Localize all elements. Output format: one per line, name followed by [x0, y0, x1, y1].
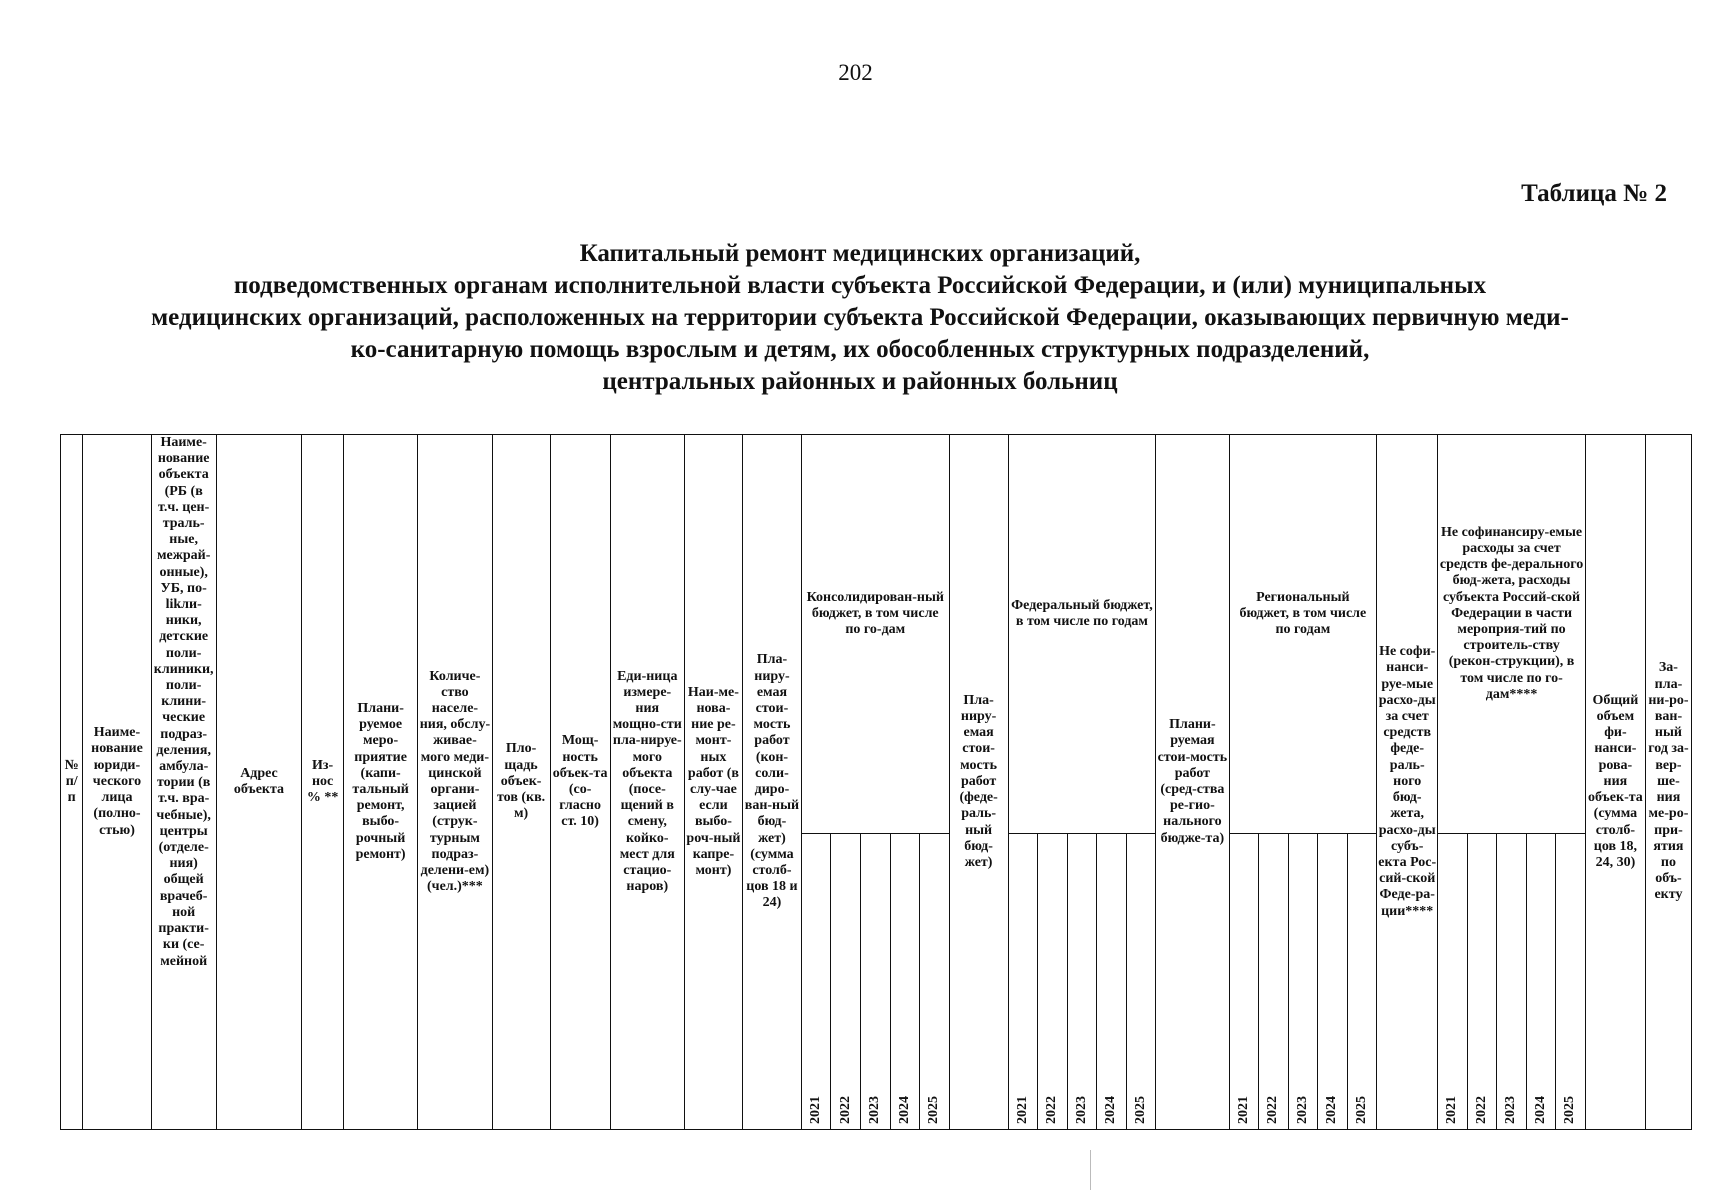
year-cell: [1126, 833, 1156, 1129]
financing-table: [60, 434, 1692, 1130]
year-cell: [1438, 833, 1468, 1129]
year-label: 2021: [1014, 1095, 1030, 1124]
header-completion-year: За-пла-ни-ро-ван-ный год за-вер-ше-ния ме-ро-при-ятия по объ-екту: [1645, 435, 1691, 1130]
year-label: 2022: [1265, 1095, 1281, 1124]
year-cell: [1318, 833, 1348, 1129]
year-label: 2022: [837, 1095, 853, 1124]
year-cell: [1347, 833, 1377, 1129]
year-label: 2021: [1235, 1095, 1251, 1124]
header-wear: Из-нос % **: [302, 435, 344, 1130]
year-cell: [1467, 833, 1497, 1129]
header-population: Количе-ство населе-ния, обслу-живае-мого меди-цинской органи-зацией (струк-турным подраз-делени-ем) (чел.)***: [418, 435, 492, 1130]
year-label: 2024: [1103, 1095, 1119, 1124]
header-non-cofinanced: Не софи-нанси-руе-мые расхо-ды за счет средств феде-раль-ного бюд-жета, расхо-ды субъ-екта Рос-сий-ской Феде-ра-ции****: [1377, 435, 1438, 1130]
year-cell: [920, 833, 950, 1129]
year-cell: [1288, 833, 1318, 1129]
year-cell: [831, 833, 861, 1129]
year-label: 2024: [896, 1095, 912, 1124]
year-cell: [1097, 833, 1127, 1129]
page-number: 202: [838, 60, 873, 85]
header-capacity-unit: Еди-ница измере-ния мощно-сти пла-нируе-мого объекта (посе-щений в смену, койко-мест для стацио-наров): [610, 435, 684, 1130]
year-label: 2025: [1132, 1095, 1148, 1124]
year-cell: [1038, 833, 1068, 1129]
year-label: 2025: [1353, 1095, 1369, 1124]
year-label: 2023: [867, 1095, 883, 1124]
year-cell: [1229, 833, 1259, 1129]
header-federal-group: Федеральный бюджет, в том числе по годам: [1008, 435, 1156, 834]
year-cell: [801, 833, 831, 1129]
year-cell: [861, 833, 891, 1129]
title-line: ко-санитарную помощь взрослым и детям, их обособленных структурных подразделений,: [350, 336, 1370, 363]
year-label: 2021: [1444, 1095, 1460, 1124]
header-num: № п/п: [61, 435, 83, 1130]
header-capacity: Мощ-ность объек-та (со-гласно ст. 10): [550, 435, 610, 1130]
header-planned-cost-regional: Плани-руемая стои-мость работ (сред-ства ре-гио-нального бюдже-та): [1156, 435, 1229, 1130]
header-work-name: Наи-ме-нова-ние ре-монт-ных работ (в слу-чае если выбо-роч-ный капре-монт): [684, 435, 742, 1130]
year-label: 2022: [1473, 1095, 1489, 1124]
year-label: 2025: [1562, 1095, 1578, 1124]
scan-artifact-line: [1090, 1150, 1091, 1190]
header-object-name: Наиме-нование объекта (РБ (в т.ч. цен-траль-ные, межрай-онные), УБ, по-likли-ники, детские поли-клиники, поли-клини-ческие подраз-деления, амбула-тории (в т.ч. вра-чебные), центры (отделе-ния) общей врачеб-ной практи-ки (се-мейной: [151, 435, 216, 1130]
year-label: 2022: [1044, 1095, 1060, 1124]
title-line: Капитальный ремонт медицинских организаций,: [579, 240, 1141, 267]
title-line: медицинских организаций, расположенных на территории субъекта Российской Федерации, оказывающих первичную меди-: [151, 304, 1569, 331]
year-cell: [1497, 833, 1527, 1129]
year-label: 2023: [1294, 1095, 1310, 1124]
year-label: 2024: [1532, 1095, 1548, 1124]
year-cell: [1067, 833, 1097, 1129]
title-line: центральных районных и районных больниц: [602, 368, 1118, 395]
year-cell: [1526, 833, 1556, 1129]
year-label: 2024: [1324, 1095, 1340, 1124]
table-label: Таблица № 2: [1521, 180, 1667, 207]
header-non-cofinanced-group: Не софинансиру-емые расходы за счет средств фе-дерального бюд-жета, расходы субъекта Россий-ской Федерации в части мероприя-тий по строитель-ству (рекон-струкции), в том числе по го-дам****: [1438, 435, 1586, 834]
year-label: 2023: [1073, 1095, 1089, 1124]
header-consolidated-group: Консолидирован-ный бюджет, в том числе по го-дам: [801, 435, 949, 834]
year-label: 2023: [1503, 1095, 1519, 1124]
title-line: подведомственных органам исполнительной власти субъекта Российской Федерации, и (или) муниципальных: [233, 272, 1487, 299]
year-cell: [890, 833, 920, 1129]
header-planned-cost-federal: Пла-ниру-емая стои-мость работ (феде-раль-ный бюд-жет): [949, 435, 1008, 1130]
document-title: [60, 238, 1660, 398]
header-total-financing: Общий объем фи-нанси-рова-ния объек-та (сумма столб-цов 18, 24, 30): [1585, 435, 1645, 1130]
year-cell: [1556, 833, 1586, 1129]
header-area: Пло-щадь объек-тов (кв. м): [492, 435, 550, 1130]
header-planned-event: Плани-руемое меро-приятие (капи-тальный ремонт, выбо-рочный ремонт): [343, 435, 417, 1130]
year-label: 2021: [808, 1095, 824, 1124]
year-label: 2025: [926, 1095, 942, 1124]
header-address: Адрес объекта: [216, 435, 302, 1130]
year-cell: [1008, 833, 1038, 1129]
year-cell: [1259, 833, 1289, 1129]
header-planned-cost-consolidated: Пла-ниру-емая стои-мость работ (кон-соли-диро-ван-ный бюд-жет) (сумма столб-цов 18 и 24): [742, 435, 801, 1130]
header-regional-group: Региональный бюджет, в том числе по годам: [1229, 435, 1377, 834]
header-legal-name: Наиме-нование юриди-ческого лица (полно-стью): [83, 435, 151, 1130]
